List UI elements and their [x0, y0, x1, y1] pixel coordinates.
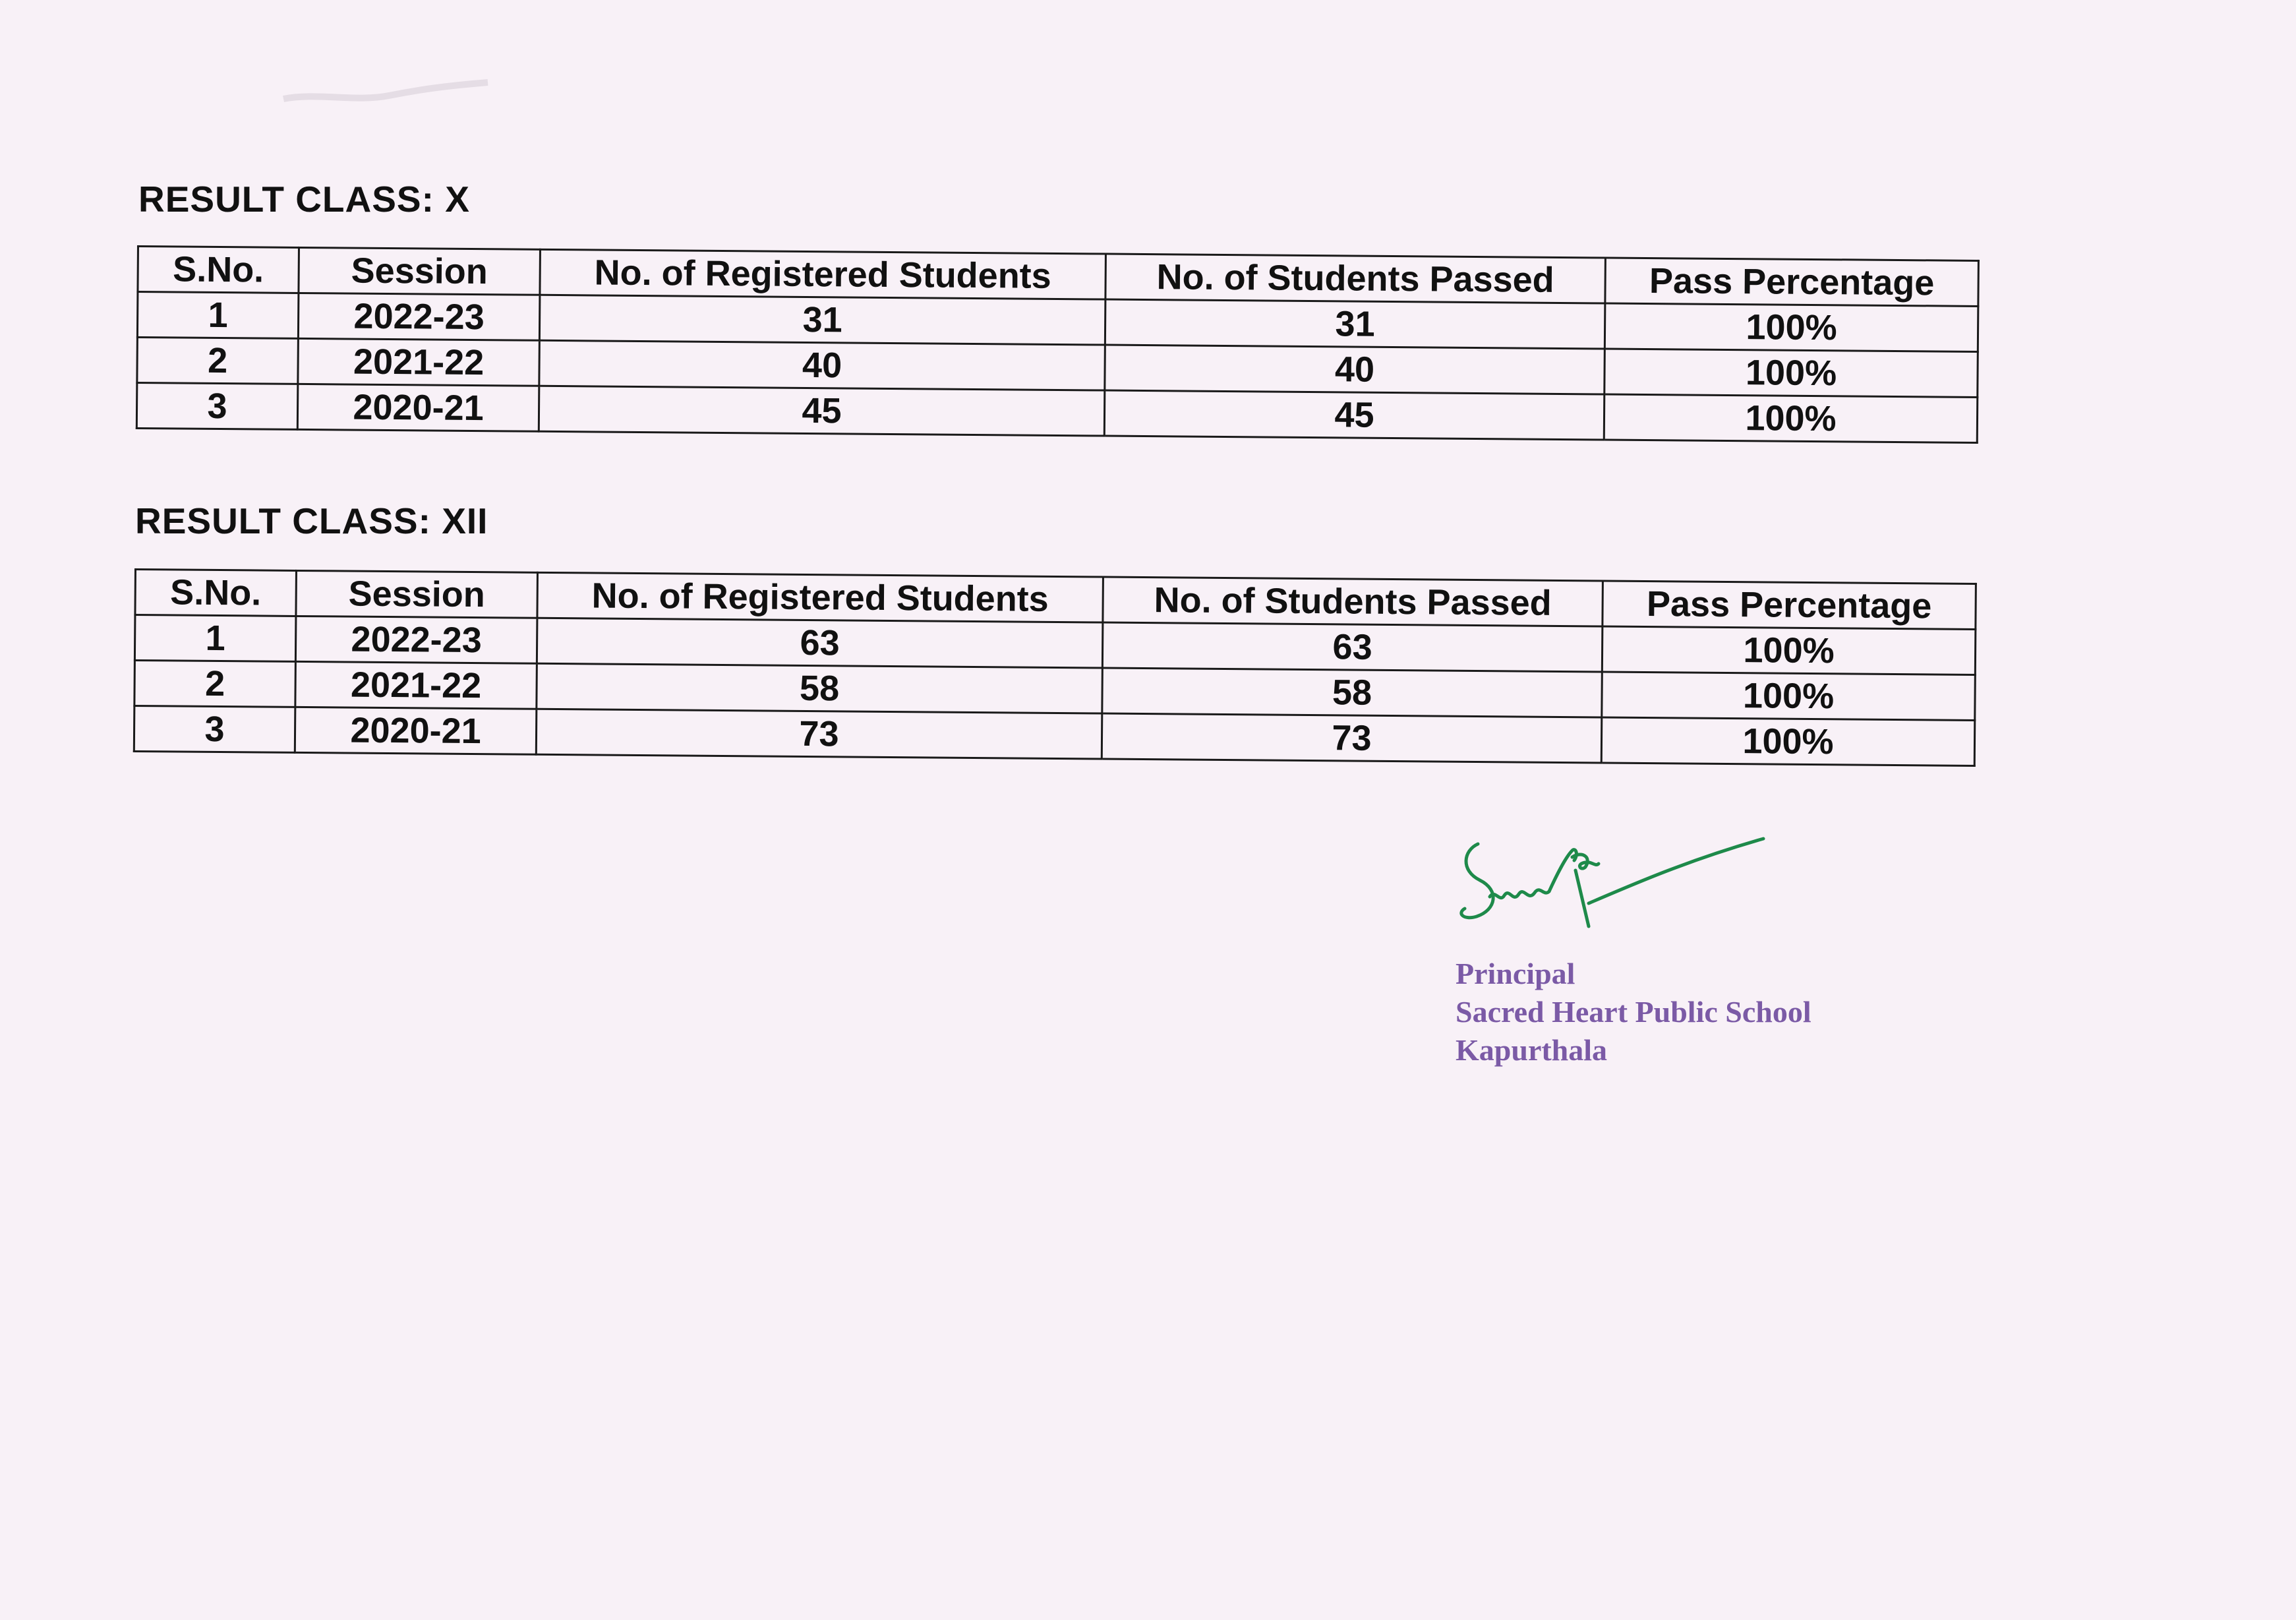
cell-sno: 2	[134, 661, 296, 707]
cell-registered: 40	[539, 340, 1105, 390]
cell-passed: 58	[1102, 668, 1603, 717]
cell-percentage: 100%	[1602, 626, 1976, 675]
stamp-school-name: Sacred Heart Public School	[1456, 995, 1811, 1029]
header-session: Session	[299, 247, 541, 295]
header-passed: No. of Students Passed	[1103, 577, 1603, 626]
header-percentage: Pass Percentage	[1603, 581, 1976, 629]
cell-passed: 63	[1102, 622, 1603, 672]
cell-sno: 1	[137, 292, 299, 339]
header-percentage: Pass Percentage	[1605, 258, 1979, 306]
results-table-class-xii	[133, 568, 1977, 767]
principal-signature	[1450, 831, 1780, 963]
cell-registered: 63	[537, 618, 1103, 668]
header-sno: S.No.	[138, 247, 299, 293]
header-session: Session	[296, 570, 538, 618]
paper-smudge	[277, 73, 494, 112]
section-title-class-x: RESULT CLASS: X	[138, 179, 470, 220]
cell-passed: 73	[1102, 713, 1602, 763]
cell-sno: 3	[134, 706, 295, 753]
results-table-class-x	[136, 245, 1980, 444]
cell-percentage: 100%	[1601, 717, 1975, 765]
cell-session: 2021-22	[295, 661, 537, 709]
section-title-class-xii: RESULT CLASS: XII	[135, 500, 488, 541]
cell-registered: 58	[537, 663, 1103, 713]
cell-passed: 31	[1105, 299, 1605, 349]
header-passed: No. of Students Passed	[1105, 254, 1606, 303]
cell-percentage: 100%	[1604, 349, 1978, 397]
cell-session: 2022-23	[295, 616, 537, 663]
cell-passed: 40	[1105, 345, 1605, 394]
stamp-designation: Principal	[1456, 957, 1575, 990]
header-registered: No. of Registered Students	[540, 249, 1106, 299]
cell-percentage: 100%	[1602, 672, 1976, 720]
stamp-location: Kapurthala	[1456, 1033, 1608, 1067]
cell-session: 2022-23	[298, 293, 540, 340]
cell-session: 2020-21	[297, 384, 539, 431]
cell-registered: 31	[539, 295, 1105, 345]
cell-session: 2021-22	[298, 338, 540, 386]
cell-sno: 2	[137, 338, 299, 384]
cell-passed: 45	[1104, 390, 1604, 440]
cell-registered: 73	[536, 709, 1102, 759]
principal-stamp	[1456, 955, 1811, 1069]
header-sno: S.No.	[135, 570, 297, 616]
cell-sno: 1	[134, 615, 296, 662]
cell-sno: 3	[136, 383, 298, 430]
cell-registered: 45	[539, 386, 1105, 436]
header-registered: No. of Registered Students	[537, 572, 1104, 622]
cell-percentage: 100%	[1604, 394, 1978, 442]
cell-percentage: 100%	[1604, 303, 1978, 351]
cell-session: 2020-21	[295, 707, 537, 754]
